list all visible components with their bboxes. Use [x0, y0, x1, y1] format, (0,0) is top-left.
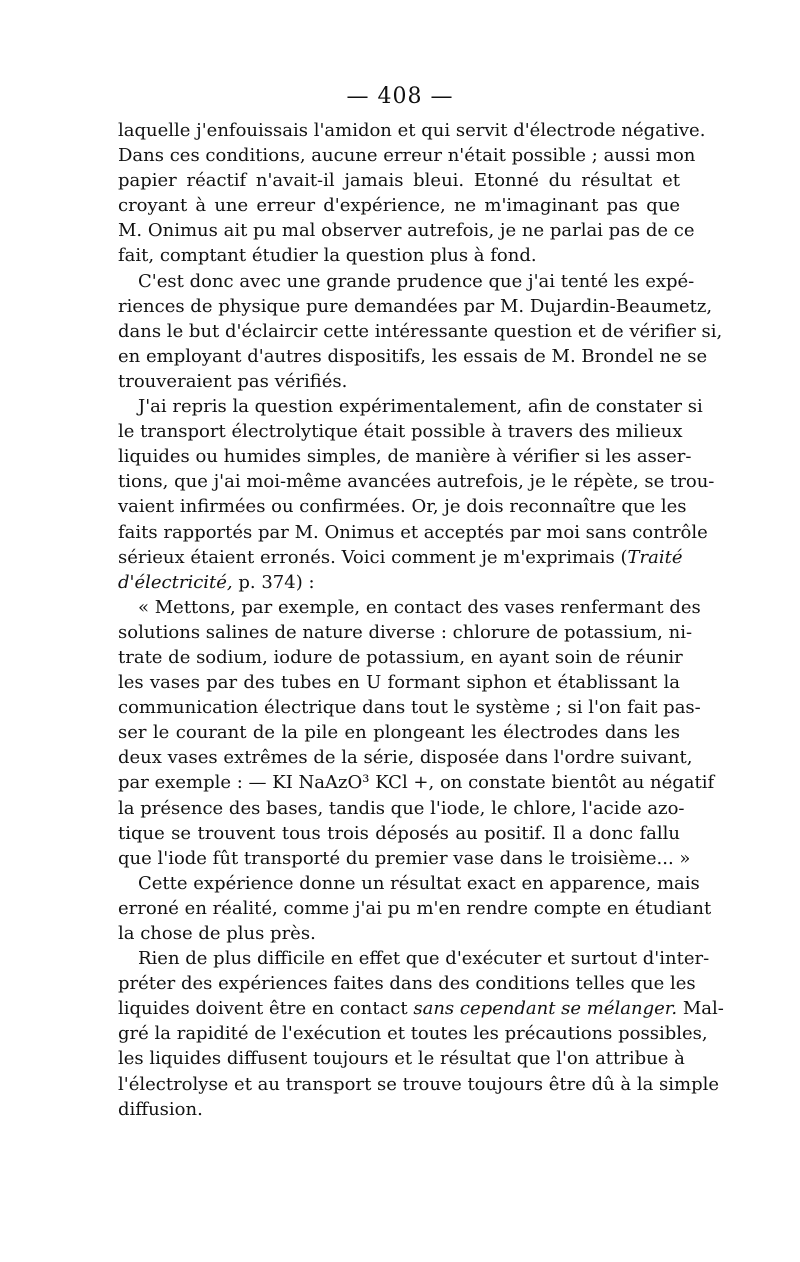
line-text: liquides ou humides simples, de manière à vérifier si les asser- [118, 446, 692, 468]
text-line [118, 1021, 708, 1046]
text-line [118, 294, 713, 319]
line-text: papier réactif n'avait-il jamais bleui. Etonné du résultat et [118, 170, 680, 192]
text-line [118, 444, 692, 469]
italic-text: Traité [627, 546, 683, 568]
text-line [118, 896, 712, 921]
text-line [118, 545, 683, 570]
text-line [118, 846, 691, 871]
line-text-tail: Mal- [677, 998, 724, 1020]
line-text: que l'iode fût transporté du premier vase dans le troisième... » [118, 847, 691, 869]
line-text: l'électrolyse et au transport se trouve toujours être dû à la simple [118, 1073, 720, 1095]
line-text: dans le but d'éclaircir cette intéressante question et de vérifier si, [118, 320, 723, 342]
text-line [118, 946, 710, 971]
line-text: ser le courant de la pile en plongeant les électrodes dans les [118, 722, 680, 744]
line-text: M. Onimus ait pu mal observer autrefois, je ne parlai pas de ce [118, 220, 695, 242]
text-line [118, 871, 700, 896]
line-text: trate de sodium, iodure de potassium, en ayant soin de réunir [118, 646, 683, 668]
text-line [118, 394, 703, 419]
line-text: p. 374) : [232, 571, 315, 593]
text-line [118, 218, 695, 243]
text-line [118, 520, 708, 545]
text-line [118, 720, 680, 745]
text-line [118, 1072, 720, 1097]
text-line [118, 670, 680, 695]
line-text: trouveraient pas vérifiés. [118, 370, 348, 392]
line-text: C'est donc avec une grande prudence que j'ai tenté les expé- [138, 270, 695, 292]
text-line [118, 243, 680, 268]
line-text: Cette expérience donne un résultat exact en apparence, mais [138, 872, 700, 894]
italic-text: d'électricité, [118, 571, 233, 593]
text-line [118, 143, 696, 168]
line-text: diffusion. [118, 1098, 203, 1120]
line-text: faits rapportés par M. Onimus et acceptés par moi sans contrôle [118, 521, 708, 543]
text-line [118, 344, 708, 369]
text-line [118, 193, 680, 218]
line-text: vaient infirmées ou confirmées. Or, je dois reconnaître que les [118, 496, 687, 518]
line-text: Rien de plus difficile en effet que d'exécuter et surtout d'inter- [138, 948, 710, 970]
line-text: la présence des bases, tandis que l'iode, le chlore, l'acide azo- [118, 797, 685, 819]
line-text: « Mettons, par exemple, en contact des vases renfermant des [138, 596, 701, 618]
line-text: riences de physique pure demandées par M. Dujardin-Beaumetz, [118, 295, 713, 317]
page-number: — 408 — [346, 84, 454, 109]
line-text: solutions salines de nature diverse : chlorure de potassium, ni- [118, 621, 693, 643]
text-line [118, 319, 723, 344]
body-text [118, 118, 724, 1122]
text-line [118, 595, 701, 620]
line-text: tions, que j'ai moi-même avancées autrefois, je le répète, se trou- [118, 471, 715, 493]
text-line [118, 921, 680, 946]
text-line [118, 118, 706, 143]
line-text: le transport électrolytique était possible à travers des milieux [118, 421, 683, 443]
line-text: J'ai repris la question expérimentalement, afin de constater si [138, 396, 703, 418]
italic-text: sans cependant se mélanger. [413, 998, 678, 1020]
line-text: tique se trouvent tous trois déposés au positif. Il a donc fallu [118, 822, 680, 844]
text-line [118, 620, 693, 645]
line-text: communication électrique dans tout le système ; si l'on fait pas- [118, 697, 701, 719]
line-text: par exemple : — KI NaAzO³ KCl +, on constate bientôt au négatif [118, 772, 715, 794]
text-line [118, 796, 685, 821]
text-line [118, 494, 687, 519]
text-line [118, 369, 680, 394]
line-text: deux vases extrêmes de la série, disposée dans l'ordre suivant, [118, 747, 693, 769]
text-line [118, 469, 715, 494]
line-text: erroné en réalité, comme j'ai pu m'en rendre compte en étudiant [118, 897, 712, 919]
text-line [118, 695, 701, 720]
line-text: en employant d'autres dispositifs, les essais de M. Brondel ne se [118, 345, 708, 367]
text-line [118, 570, 680, 595]
line-text: Dans ces conditions, aucune erreur n'était possible ; aussi mon [118, 145, 696, 167]
line-text: liquides doivent être en contact [118, 998, 414, 1020]
text-line [118, 770, 715, 795]
text-line [118, 419, 683, 444]
text-line [118, 996, 724, 1021]
line-text: croyant à une erreur d'expérience, ne m'imaginant pas que [118, 195, 680, 217]
text-line [118, 645, 683, 670]
line-text: laquelle j'enfouissais l'amidon et qui servit d'électrode négative. [118, 120, 706, 141]
text-line [118, 745, 693, 770]
text-line [118, 971, 696, 996]
line-text: les vases par des tubes en U formant siphon et établissant la [118, 672, 680, 694]
line-text: la chose de plus près. [118, 923, 316, 944]
text-line [118, 168, 680, 193]
line-text: sérieux étaient erronés. Voici comment je m'exprimais ( [118, 546, 628, 568]
text-line [118, 269, 695, 294]
line-text: les liquides diffusent toujours et le résultat que l'on attribue à [118, 1048, 685, 1070]
text-line [118, 821, 680, 846]
line-text: gré la rapidité de l'exécution et toutes les précautions possibles, [118, 1023, 708, 1045]
line-text: préter des expériences faites dans des conditions telles que les [118, 973, 696, 995]
line-text: fait, comptant étudier la question plus à fond. [118, 245, 537, 267]
text-line [118, 1097, 680, 1122]
text-line [118, 1046, 685, 1071]
